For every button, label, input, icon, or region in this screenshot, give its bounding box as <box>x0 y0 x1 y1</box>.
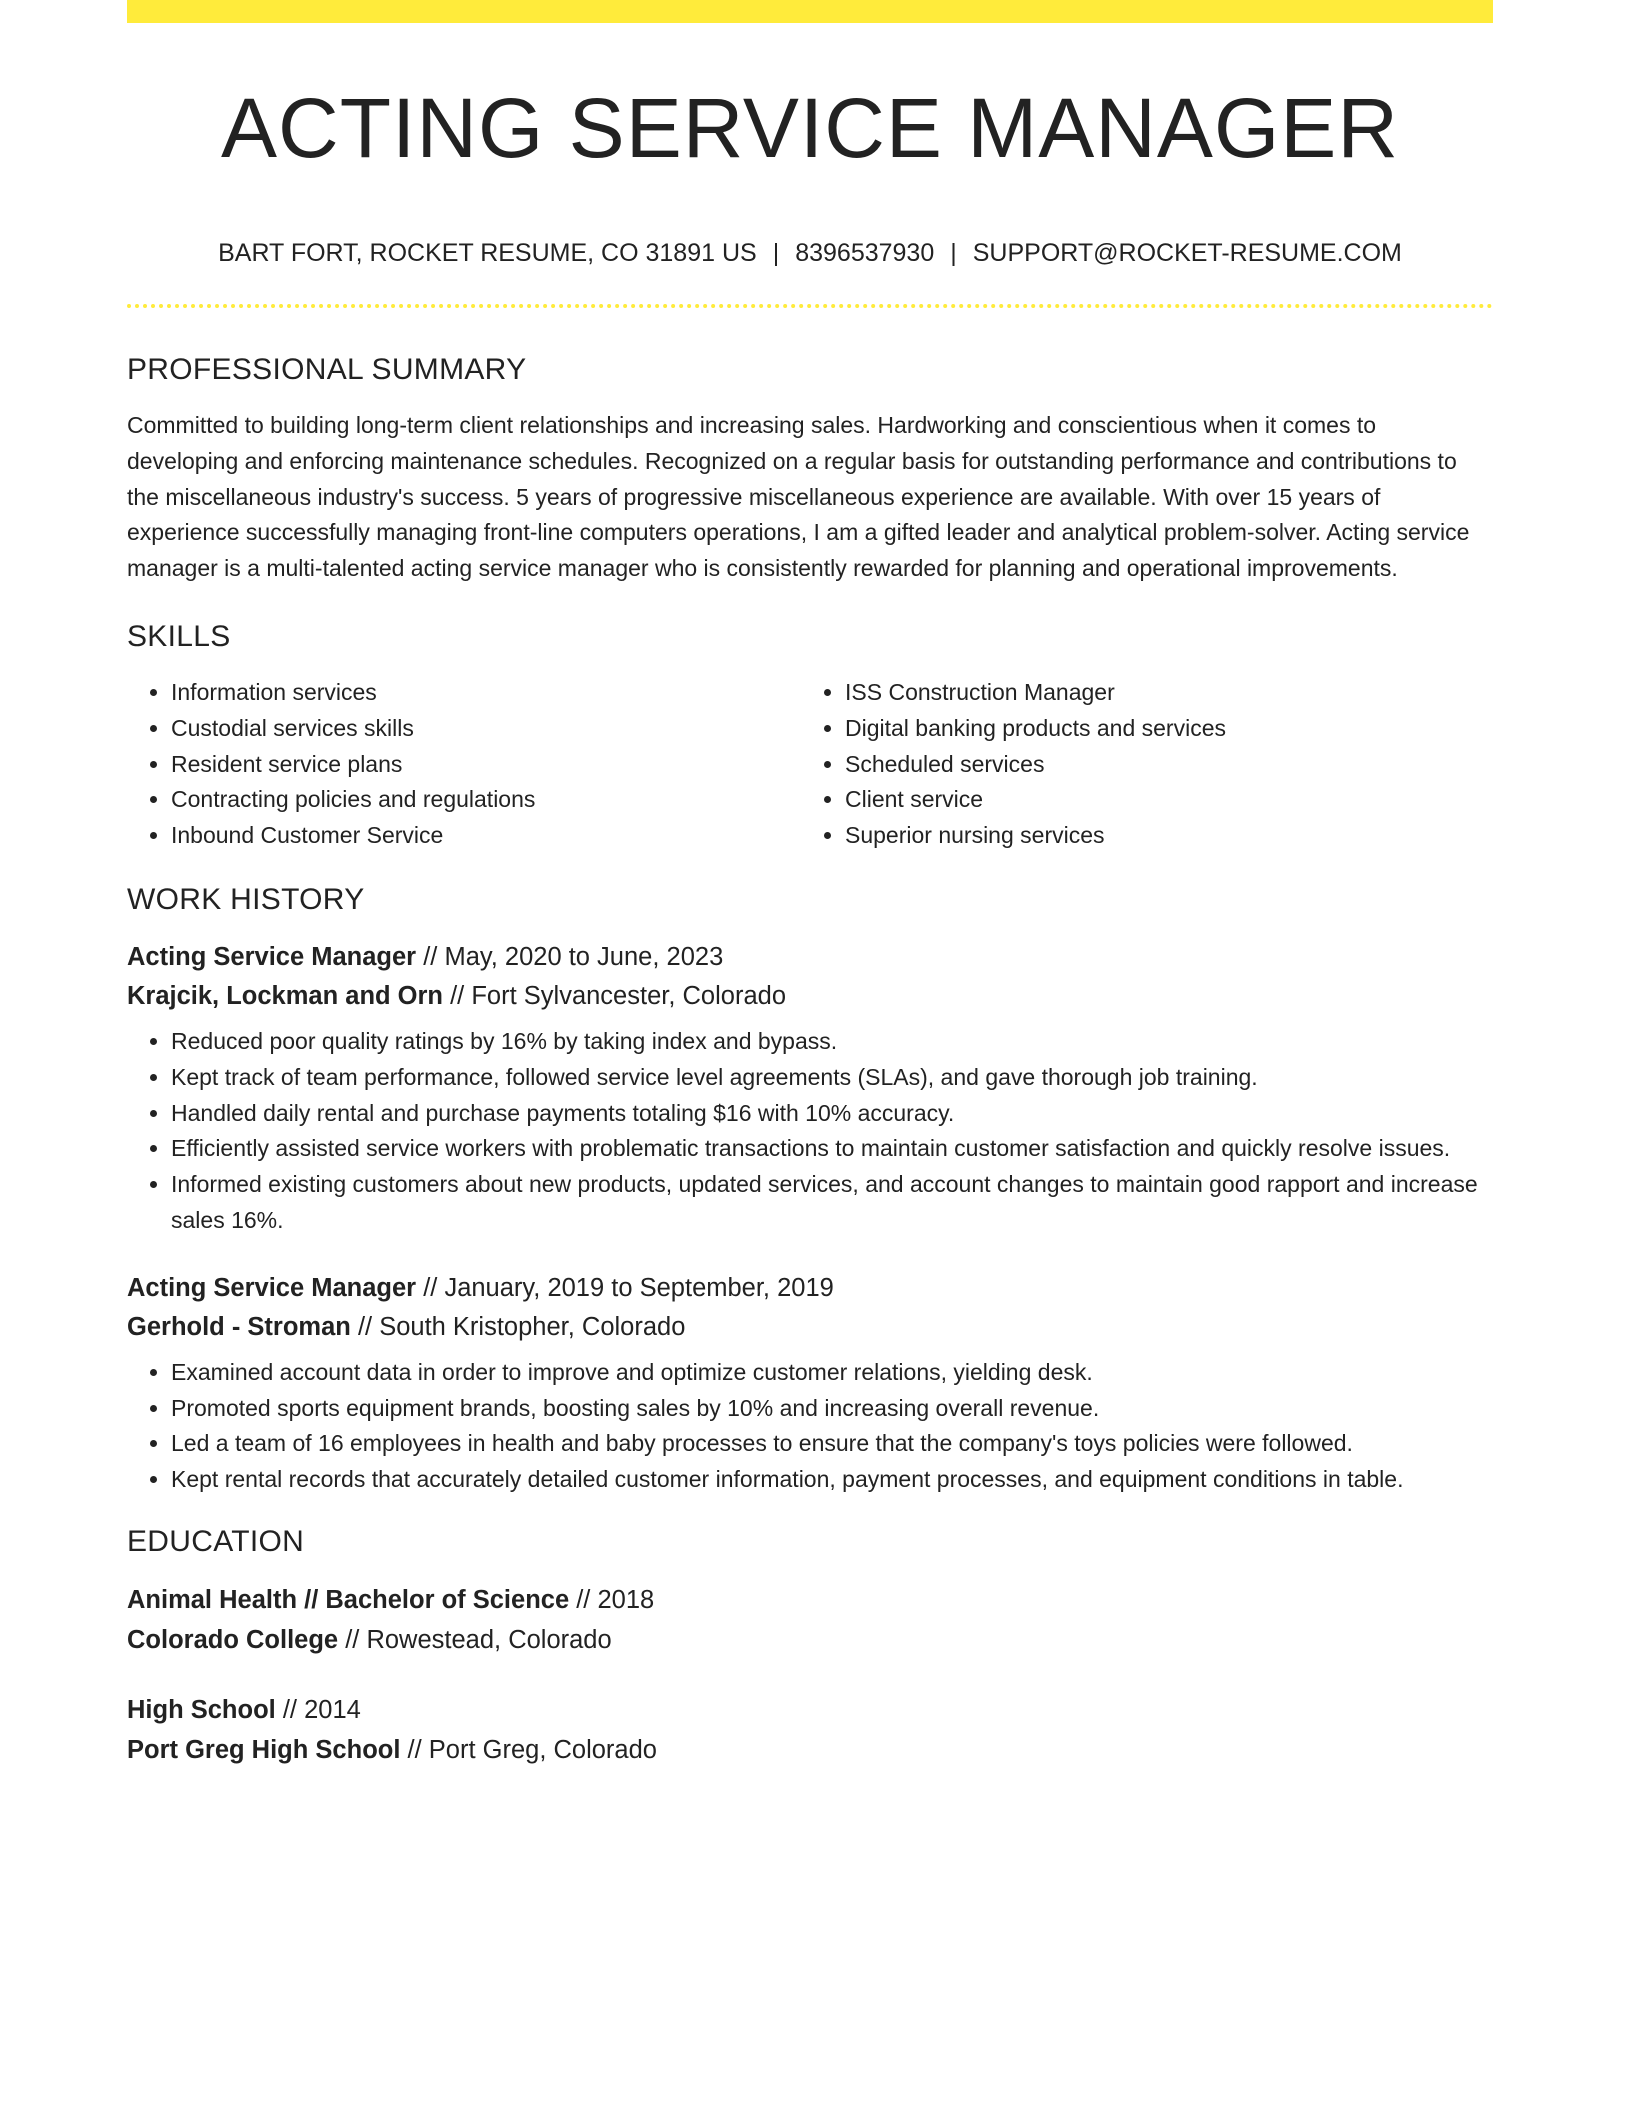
resume-content <box>127 350 1493 1800</box>
job-company: Gerhold - Stroman <box>127 1312 351 1341</box>
skill-item: • ISS Construction Manager <box>845 675 1475 711</box>
contact-phone: 8396537930 <box>795 239 935 267</box>
education-degree-line <box>127 1690 1493 1730</box>
contact-email: SUPPORT@ROCKET-RESUME.COM <box>972 239 1402 267</box>
education-heading: EDUCATION <box>127 1524 305 1558</box>
job-bullet: • Examined account data in order to improve and optimize customer relations, yielding desk. <box>171 1355 1493 1391</box>
job-bullet: • Handled daily rental and purchase payments totaling $16 with 10% accuracy. <box>171 1096 1493 1132</box>
education-year: // 2018 <box>569 1585 655 1614</box>
education-school: Colorado College <box>127 1625 339 1654</box>
education-year: // 2014 <box>275 1695 361 1724</box>
job-dates: // January, 2019 to September, 2019 <box>416 1273 834 1302</box>
job-bullets <box>127 1024 1493 1239</box>
education-location: // Port Greg, Colorado <box>400 1735 657 1764</box>
job-location: // South Kristopher, Colorado <box>350 1312 686 1341</box>
job-bullet: • Efficiently assisted service workers with problematic transactions to maintain customer satisfaction and quickly resolve issues. <box>171 1131 1493 1167</box>
summary-text: Committed to building long-term client relationships and increasing sales. Hardworking and conscientious when it comes to developing and enforcing maintenance schedules. Recognized on a regular basis for outstanding performance and contributions to the miscellaneous industry's success. 5 years of progressive miscellaneous experience are available. With over 15 years of experience successfully managing front-line computers operations, I am a gifted leader and analytical problem-solver. Acting service manager is a multi-talented acting service manager who is consistently rewarded for planning and operational improvements. <box>127 412 1470 582</box>
skills-column-right <box>801 675 1475 854</box>
job-company-line <box>127 1308 1493 1347</box>
education-degree-line <box>127 1580 1493 1620</box>
education-degree: High School <box>127 1695 276 1724</box>
skills-list <box>127 675 1493 854</box>
education-school-line <box>127 1620 1493 1660</box>
job-bullet: • Led a team of 16 employees in health and baby processes to ensure that the company's toys policies were followed. <box>171 1426 1493 1462</box>
job-dates: // May, 2020 to June, 2023 <box>416 942 724 971</box>
skill-item: • Information services <box>171 675 801 711</box>
job-bullet: • Reduced poor quality ratings by 16% by taking index and bypass. <box>171 1024 1493 1060</box>
job-entry <box>127 938 1493 1239</box>
job-entry <box>127 1269 1493 1498</box>
skill-item: • Inbound Customer Service <box>171 818 801 854</box>
job-title-line <box>127 1269 1493 1308</box>
work-heading: WORK HISTORY <box>127 882 365 916</box>
education-location: // Rowestead, Colorado <box>338 1625 612 1654</box>
job-bullets <box>127 1355 1493 1498</box>
education-degree: Animal Health // Bachelor of Science <box>127 1585 570 1614</box>
skill-item: • Resident service plans <box>171 747 801 783</box>
accent-bar <box>127 0 1493 23</box>
page-title: ACTING SERVICE MANAGER <box>221 81 1399 175</box>
job-company: Krajcik, Lockman and Orn <box>127 981 444 1010</box>
job-title: Acting Service Manager <box>127 942 417 971</box>
job-title-line <box>127 938 1493 977</box>
contact-line <box>127 236 1493 270</box>
skill-item: • Superior nursing services <box>845 818 1475 854</box>
skill-item: • Digital banking products and services <box>845 711 1475 747</box>
education-school: Port Greg High School <box>127 1735 401 1764</box>
skill-item: • Client service <box>845 782 1475 818</box>
job-bullet: • Informed existing customers about new products, updated services, and account changes to maintain good rapport and increase sales 16%. <box>171 1167 1493 1239</box>
skill-item: • Custodial services skills <box>171 711 801 747</box>
contact-separator: | <box>950 239 957 267</box>
skill-item: • Scheduled services <box>845 747 1475 783</box>
job-company-line <box>127 977 1493 1016</box>
job-bullet: • Kept rental records that accurately detailed customer information, payment processes, and equipment conditions in table. <box>171 1462 1493 1498</box>
contact-address: BART FORT, ROCKET RESUME, CO 31891 US <box>218 239 757 267</box>
education-entry <box>127 1690 1493 1770</box>
education-school-line <box>127 1730 1493 1770</box>
job-bullet: • Kept track of team performance, followed service level agreements (SLAs), and gave thorough job training. <box>171 1060 1493 1096</box>
contact-separator: | <box>772 239 780 267</box>
skill-item: • Contracting policies and regulations <box>171 782 801 818</box>
skills-column-left <box>127 675 801 854</box>
skills-heading: SKILLS <box>127 619 231 653</box>
job-bullet: • Promoted sports equipment brands, boosting sales by 10% and increasing overall revenue. <box>171 1391 1493 1427</box>
summary-heading: PROFESSIONAL SUMMARY <box>127 353 527 386</box>
job-title: Acting Service Manager <box>127 1273 417 1302</box>
education-entry <box>127 1580 1493 1660</box>
job-location: // Fort Sylvancester, Colorado <box>443 981 786 1010</box>
dotted-divider <box>127 304 1493 308</box>
